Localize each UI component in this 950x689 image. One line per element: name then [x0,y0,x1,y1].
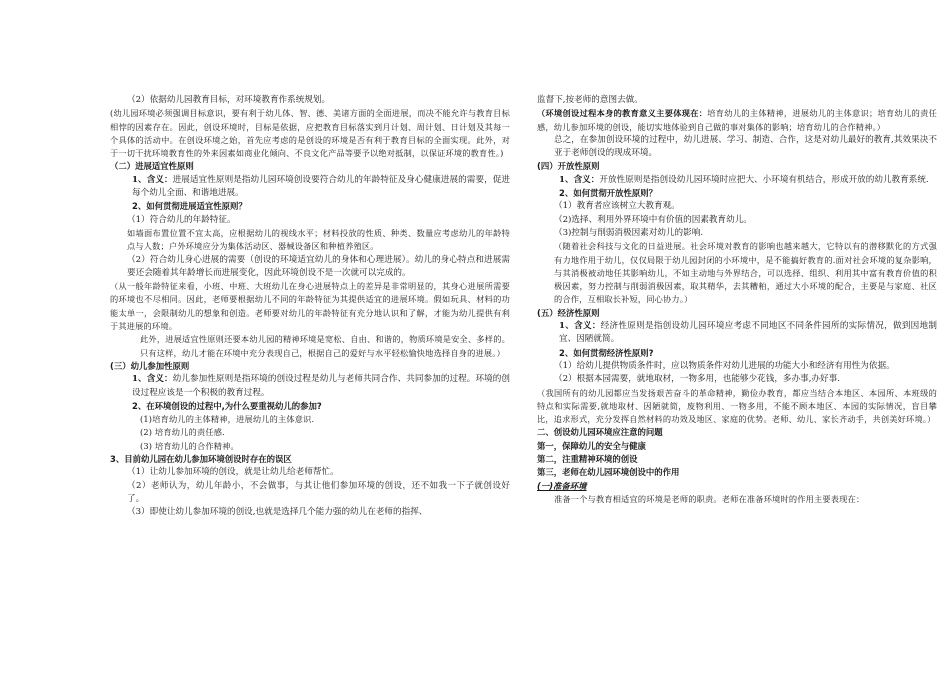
right-column-paragraph: （我国所有的幼儿园都应当发扬艰苦奋斗的革命精神，勤俭办教育，都应当结合本地区、本园所、本班级的特点和实际需要,就地取材、因陋就简，废物利用、一物多用，不能不顾本地区、本园的实际情况，盲目攀比，追求形式，充分发挥自然材料的功效及地区、家庭的优势。老师、幼儿、家长齐动手，共创美好环境。） [537,387,937,425]
left-column-paragraph: (幼儿园环境必须强调目标意识，要有利于幼儿体、智、德、美诸方面的全面进展，而决不能允许与教育目标相悖的因素存在。因此，创设环境时，目标是依据，应把教育目标落实到月计划、周计划、日计划及其每一个具体的活动中。在创设环境之始，首先应考虑的是创设的环境是否有利于教育目标的全面实现。此外，对于一切干扰环境教育性的外来因素如商业化倾向、不良文化产品等要予以绝对抵制，以保证环境的教育性。) [110,108,510,159]
left-column [110,94,510,520]
left-column-paragraph [110,373,510,400]
left-column-paragraph: （从一般年龄特征来看，小班、中班、大班幼儿在身心进展特点上的差异是非常明显的，其身心进展所需要的环境也不尽相同。因此，老师要根据幼儿不同的年龄特征为其提供适宜的进展环境。假如玩具、材料的功能太单一，会限制幼儿的想象和创造。老师要对幼儿的年龄特征有充分地认识和了解，才能为幼儿提供有利于其进展的环境。 [110,281,510,332]
left-column-paragraph: (三）幼儿参加性原则 [110,360,190,371]
right-column-paragraph: （3)控制与削弱消极因素对幼儿的影响. [554,227,704,238]
right-column-paragraph: (四）开放性原则 [537,161,600,172]
paragraph-body: 经济性原则是指创设幼儿园环境应考虑不同地区不同条件园所的实际情况，做到因地制宜、因陋就简。 [559,321,937,345]
left-column-paragraph: （2）老师认为，幼儿年龄小，不会做事，与其让他们参加环境的创设，还不如我一下子就创设好了。 [127,480,510,504]
left-column-paragraph: (2) 培育幼儿的责任感. [140,427,225,438]
right-column-paragraph: 第二，注重精神环境的创设 [537,454,638,465]
right-column-paragraph: 2、如何贯彻开放性原则？ [559,188,657,199]
paragraph-lead: 1、含义： [132,174,173,185]
right-column-paragraph: (一)准备环境 [537,480,587,491]
left-column-paragraph: 此外，进展适宜性原则还要本幼儿园的精神环境是宽松、自由、和谐的，物质环境是安全、多样的。只有这样，幼儿才能在环境中充分表现自己，根据自己的爱好与水平轻松愉快地选择自身的进展。） [140,334,510,358]
paragraph-body: 进展适宜性原则是指幼儿园环境创设要符合幼儿的年龄特征及身心健康进展的需要，促进每个幼儿全面、和谐地进展。 [132,174,510,199]
paragraph-lead: （环境创设过程本身的教育意义主要体现在： [537,108,708,119]
right-column-paragraph: (五）经济性原则 [537,307,600,318]
right-column-paragraph: （1）教育者应该树立大教育观。 [554,201,680,212]
right-column-paragraph: 监督下,按老师的意图去做。 [537,95,643,105]
left-column-paragraph: （3）即使让幼儿参加环境的创设,也就是选择几个能力强的幼儿在老师的指挥、 [127,507,428,518]
right-column-paragraph: 第三，老师在幼儿园环境创设中的作用 [537,467,680,478]
left-column-paragraph: (3) 培育幼儿的合作精神。 [140,440,239,451]
paragraph-body: 开放性原则是指创设幼儿园环境时应把大、小环境有机结合，形成开放的幼儿教育系统. [599,174,929,185]
right-column-paragraph: （2）根据本园需要，就地取材，一物多用，也能够少花钱，多办事,办好事. [554,374,840,385]
left-column-paragraph: 如墙面布置位置不宜太高，应根据幼儿的视线水平；材料投放的性质、种类、数量应考虑幼儿的年龄特点与人数；户外环境应分为集体活动区、器械设备区和种植养殖区。 [127,227,510,252]
right-column-paragraph: 准备一个与教育相适宜的环境是老师的职责。老师在准备环境时的作用主要表现在： [554,493,865,504]
left-column-paragraph: (1)培育幼儿的主体精神，进展幼儿的主体意识. [140,414,315,425]
right-column [537,94,937,506]
left-column-paragraph: （二）进展适宜性原则 [110,161,194,172]
right-column-paragraph: 第一，保障幼儿的安全与健康 [537,440,646,451]
left-column-paragraph: 2、如何贯彻进展适宜性原则？ [132,201,247,212]
paragraph-body: 培育幼儿的主体精神，进展幼儿的主体意识；培育幼儿的责任感，幼儿参加环境的创设，能切实地体验到自己做的事对集体的影响；培育幼儿的合作精神。） [537,108,937,132]
left-column-paragraph: 3、目前幼儿园在幼儿参加环境创设时存在的误区 [110,454,292,465]
left-column-paragraph: （1）符合幼儿的年龄特征。 [127,214,236,225]
paragraph-body: 幼儿参加性原则是指环境的创设过程是幼儿与老师共同合作、共同参加的过程。环境的创设过程应该是一个积极的教育过程。 [132,374,510,398]
paragraph-lead: 1、含义： [559,321,601,332]
left-column-paragraph: （1）让幼儿参加环境的创设，就是让幼儿给老师帮忙。 [127,467,339,478]
right-column-paragraph: 2、如何贯彻经济性原则? [559,347,654,358]
right-column-paragraph [537,320,937,347]
right-column-paragraph: （2)选择、利用外界环境中有价值的因素教育幼儿。 [554,214,752,225]
left-column-paragraph: （2）符合幼儿身心进展的需要（创设的环境适宜幼儿的身体和心理进展）。幼儿的身心特点和进展需要还会随着其年龄增长而进展变化，因此环境创设不是一次就可以完成的。 [127,254,510,278]
right-column-paragraph [537,107,937,134]
left-column-paragraph: 2、在环境创设的过程中,为什么要重视幼儿的参加? [132,400,322,411]
right-column-paragraph [537,174,937,187]
right-column-paragraph: （1）给幼儿提供物质条件时，应以物质条件对幼儿进展的功能大小和经济有用性为依据。 [554,360,895,371]
paragraph-lead: 1、含义： [132,374,173,385]
right-column-paragraph: 二、创设幼儿园环境应注意的问题 [537,427,663,438]
left-column-paragraph: （2）依据幼儿园教育目标，对环境教育作系统规划。 [127,95,331,105]
paragraph-lead: 1、含义： [559,174,600,185]
right-column-paragraph: 总之，在参加创设环境的过程中，幼儿进展、学习、制造、合作，这是对幼儿最好的教育,其效果决不亚于老师创设的现成环境。 [554,134,937,159]
left-column-paragraph [110,174,510,201]
right-column-paragraph: （随着社会科技与文化的日益进展。社会环境对教育的影响也越来越大，它特以有的潜移默化的方式强有力地作用于幼儿，仅仅局限于幼儿园封闭的小环境中，是不能搞好教育的.面对社会环境的复杂影响，与其消极被动地任其影响幼儿，不如主动地与外界结合，可以选择、组织、利用其中富有教育价值的积极因素，努力控制与削弱消极因素，取其精华，去其糟粕，通过大小环境的配合，主要是与家庭、社区的合作，互相取长补短，同心协力。） [554,241,937,305]
